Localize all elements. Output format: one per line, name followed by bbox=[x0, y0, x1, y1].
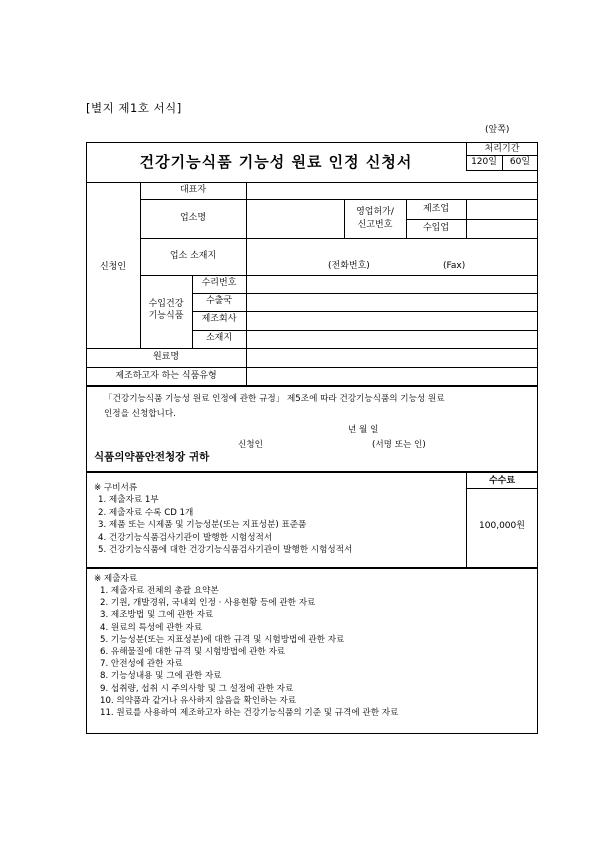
submission-item: 1. 제출자료 전체의 총괄 요약본 bbox=[100, 586, 219, 596]
food-type-field[interactable] bbox=[247, 368, 537, 385]
business-name-label: 업소명 bbox=[179, 213, 207, 223]
required-document-item: 2. 제출자료 수록 CD 1개 bbox=[98, 507, 194, 518]
statement-line-1: 「건강기능식품 기능성 원료 인정에 관한 규정」 제5조에 따라 건강기능식품의 기능성 원료 bbox=[104, 394, 445, 404]
submission-item: 3. 제조방법 및 그에 관한 자료 bbox=[100, 610, 214, 621]
receipt-number-field[interactable] bbox=[247, 276, 537, 292]
submission-item: 7. 안전성에 관한 자료 bbox=[100, 659, 183, 670]
business-address-label: 업소 소재지 bbox=[169, 251, 217, 261]
location-label: 소재지 bbox=[205, 333, 233, 343]
required-document-item: 4. 건강기능식품검사기관이 발행한 시험성적서 bbox=[98, 532, 273, 543]
manufacturing-business-label: 제조업 bbox=[422, 204, 450, 214]
material-name-field[interactable] bbox=[247, 349, 537, 366]
required-documents-header: ※ 구비서류 bbox=[94, 483, 138, 493]
license-number-label: 영업허가/ 신고번호 bbox=[356, 207, 394, 230]
applicant-label: 신청인 bbox=[99, 262, 127, 272]
signature-applicant-label: 신청인 bbox=[238, 440, 263, 450]
fee-value: 100,000원 bbox=[479, 521, 525, 531]
processing-period-60: 60일 bbox=[509, 157, 531, 167]
processing-period-header: 처리기간 bbox=[484, 144, 520, 154]
submission-item: 8. 기능성내용 및 그에 관한 자료 bbox=[100, 671, 222, 682]
manufacturing-license-field[interactable] bbox=[467, 200, 537, 218]
submission-item: 10. 의약품과 같거나 유사하지 않음을 확인하는 자료 bbox=[100, 695, 297, 706]
location-field[interactable] bbox=[247, 331, 537, 347]
submission-item: 4. 원료의 특성에 관한 자료 bbox=[100, 622, 203, 633]
submission-item: 2. 기원, 개발경위, 국내외 인정 · 사용현황 등에 관한 자료 bbox=[100, 598, 316, 609]
food-type-label: 제조하고자 하는 식품유형 bbox=[115, 371, 217, 381]
export-country-label: 수출국 bbox=[205, 296, 233, 306]
import-license-field[interactable] bbox=[467, 220, 537, 237]
required-documents-list bbox=[98, 494, 352, 557]
date-line: 년 월 일 bbox=[348, 425, 379, 435]
submission-item: 6. 유해물질에 대한 규격 및 시험방법에 관한 자료 bbox=[100, 646, 286, 657]
material-name-label: 원료명 bbox=[152, 352, 180, 362]
statement-line-2: 인정을 신청합니다. bbox=[104, 409, 176, 419]
phone-label: (전화번호) bbox=[328, 261, 370, 271]
required-document-item: 1. 제출자료 1부 bbox=[98, 495, 159, 505]
fax-label: (Fax) bbox=[443, 261, 466, 271]
page-side-note: (앞쪽) bbox=[485, 125, 510, 135]
form-label: [별지 제1호 서식] bbox=[86, 101, 182, 115]
signature-note: (서명 또는 인) bbox=[372, 440, 426, 450]
submission-materials-list bbox=[100, 585, 398, 719]
required-document-item: 3. 제품 또는 시제품 및 기능성분(또는 지표성분) 표준품 bbox=[98, 520, 307, 531]
submission-item: 9. 섭취량, 섭취 시 주의사항 및 그 설정에 관한 자료 bbox=[100, 683, 294, 694]
export-country-field[interactable] bbox=[247, 294, 537, 310]
representative-field[interactable] bbox=[247, 183, 537, 198]
submission-item: 5. 기능성분(또는 지표성분)에 대한 규격 및 시험방법에 관한 자료 bbox=[100, 634, 345, 645]
manufacturer-label: 제조회사 bbox=[201, 314, 237, 324]
submission-item: 11. 원료를 사용하여 제조하고자 하는 건강기능식품의 기준 및 규격에 관한 자료 bbox=[100, 707, 399, 718]
receipt-number-label: 수리번호 bbox=[201, 278, 237, 288]
processing-period-120: 120일 bbox=[471, 157, 497, 167]
fee-label: 수수료 bbox=[488, 476, 516, 486]
submission-materials-header: ※ 제출자료 bbox=[94, 574, 138, 584]
form-title: 건강기능식품 기능성 원료 인정 신청서 bbox=[139, 153, 413, 171]
required-document-item: 5. 건강기능식품에 대한 건강기능식품검사기관이 발행한 시험성적서 bbox=[98, 545, 353, 556]
recipient: 식품의약품안전청장 귀하 bbox=[94, 451, 210, 463]
import-business-label: 수입업 bbox=[422, 223, 450, 233]
business-name-field[interactable] bbox=[247, 200, 343, 237]
import-food-label: 수입건강 기능식품 bbox=[148, 299, 184, 321]
representative-label: 대표자 bbox=[179, 185, 207, 195]
manufacturer-field[interactable] bbox=[247, 312, 537, 329]
